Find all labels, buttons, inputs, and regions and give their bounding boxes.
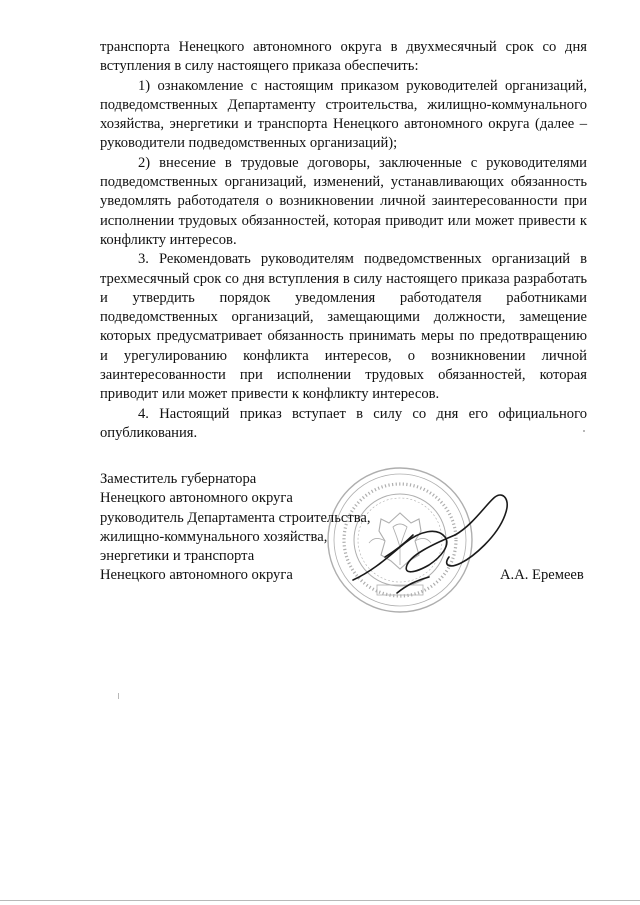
signature-block <box>100 470 400 586</box>
paragraph-item-4: 4. Настоящий приказ вступает в силу со дня его официального опубликования. <box>100 405 587 441</box>
document-body <box>100 38 587 443</box>
signer-position-line: Ненецкого автономного округа <box>100 490 293 507</box>
scan-artifact <box>118 693 119 699</box>
signer-position-line: Ненецкого автономного округа <box>100 567 293 584</box>
signer-name: А.А. Еремеев <box>500 567 584 583</box>
scan-edge-line <box>0 900 640 901</box>
signer-position-line: Заместитель губернатора <box>100 471 257 487</box>
signer-position-line: руководитель Департамента строительства, <box>100 509 371 526</box>
signer-position-line: энергетики и транспорта <box>100 548 255 565</box>
paragraph-continuation: транспорта Ненецкого автономного округа в двухмесячный срок со дня вступления в силу настоящего приказа обеспечить: <box>100 39 587 75</box>
paragraph-item-1: 1) ознакомление с настоящим приказом руководителей организаций, подведомственных Департаменту строительства, жилищно-коммунального хозяйства, энергетики и транспорта Ненецкого автономного округа (далее – руководители подведомственных организаций); <box>100 77 587 152</box>
signer-position-line: жилищно-коммунального хозяйства, <box>100 528 328 545</box>
scan-artifact <box>583 430 585 432</box>
paragraph-item-3: 3. Рекомендовать руководителям подведомственных организаций в трехмесячный срок со дня вступления в силу настоящего приказа разработать и утвердить порядок уведомления работодателя работниками подведомственных организаций, замещающими должности, замещение которых предусматривает обязанность принимать меры по предотвращению и урегулированию конфликта интересов, о возникновении личной заинтересованности при исполнении трудовых обязанностей, которая приводит или может привести к конфликту интересов. <box>100 251 587 403</box>
paragraph-item-2: 2) внесение в трудовые договоры, заключенные с руководителями подведомственных организаций, изменений, устанавливающих обязанность уведомлять работодателя о возникновении личной заинтересованности при исполнении трудовых обязанностей, которая приводит или может привести к конфликту интересов. <box>100 154 587 248</box>
